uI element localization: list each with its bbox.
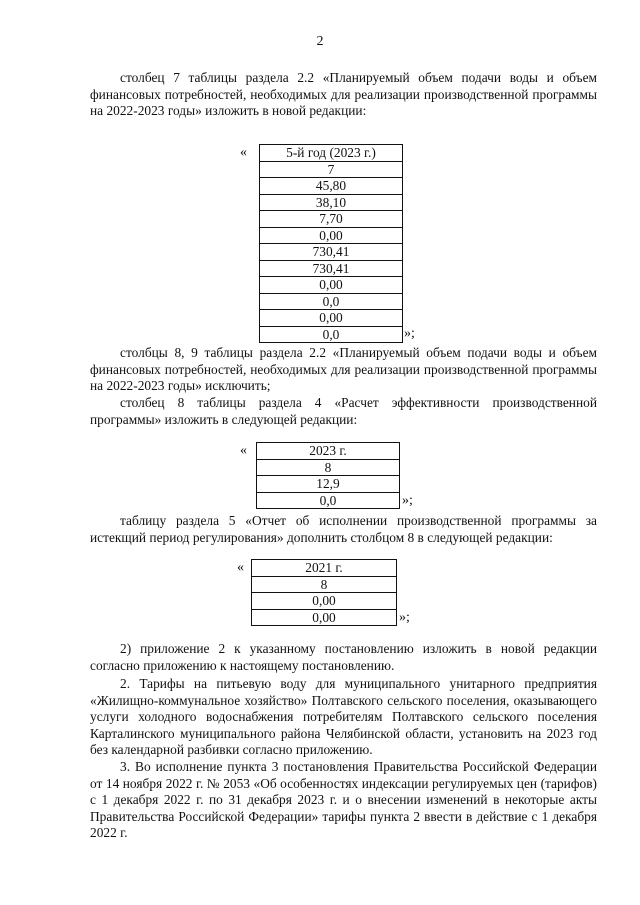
table1-value-cell: 730,41 (260, 260, 403, 277)
table2-value-cell: 8 (257, 459, 400, 476)
table3-value-cell-row (252, 609, 397, 626)
table3-header-cell-row (252, 560, 397, 577)
table3-value-cell-row (252, 576, 397, 593)
table2-value-cell-row (257, 476, 400, 493)
table1-close-quote: »; (404, 326, 415, 341)
paragraph-government-decree: 3. Во исполнение пункта 3 постановления Правительства Российской Федерации от 14 ноября 2022 г. № 2053 «Об особенностях индексации регулируемых цен (тарифов) с 1 декабря 2022 г. по 31 декабря 2023 г. и о внесении изменений в некоторые акты Правительства Российской Федерации» тарифы пункта 2 ввести в действие с 1 декабря 2022 г. (90, 759, 597, 840)
paragraph-appendix2: 2) приложение 2 к указанному постановлению изложить в новой редакции согласно приложению к настоящему постановлению. (90, 641, 597, 673)
table1-value-cell: 0,00 (260, 277, 403, 294)
table1-value-cell: 45,80 (260, 178, 403, 195)
table1-value-cell-row (260, 161, 403, 178)
table1-value-cell: 7,70 (260, 211, 403, 228)
table1-value-cell: 38,10 (260, 194, 403, 211)
table1-open-quote: « (240, 145, 247, 160)
paragraph-tariffs: 2. Тарифы на питьевую воду для муниципального унитарного предприятия «Жилищно-коммунальное хозяйство» Полтавского сельского поселения, оказывающего услуги холодного водоснабжения потребителям Полтавского сельского поселения Карталинского муниципального района Челябинской области, установить на 2023 год без календарной разбивки согласно приложению. (90, 676, 597, 757)
table1-value-cell: 0,0 (260, 326, 403, 343)
table1-value-cell-row (260, 260, 403, 277)
table2-value-cell: 0,0 (257, 492, 400, 509)
paragraph-columns8-9-exclude: столбцы 8, 9 таблицы раздела 2.2 «Планируемый объем подачи воды и объем финансовых потребностей, необходимых для реализации производственной программы на 2022-2023 годы» исключить; (90, 345, 597, 393)
table2-close-quote: »; (402, 493, 413, 508)
table2-value-cell-row (257, 459, 400, 476)
table3-value-cell: 8 (252, 576, 397, 593)
table1-value-cell-row (260, 277, 403, 294)
table3-value-cell: 0,00 (252, 593, 397, 610)
table1-value-cell-row (260, 227, 403, 244)
table1-value-cell-row (260, 178, 403, 195)
table1-value-cell: 0,0 (260, 293, 403, 310)
table2-header-cell: 2023 г. (257, 443, 400, 460)
table3-open-quote: « (237, 560, 244, 575)
page-number: 2 (316, 34, 324, 49)
table1-value-cell: 0,00 (260, 310, 403, 327)
paragraph-section5-table: таблицу раздела 5 «Отчет об исполнении производственной программы за истекщий период регулирования» дополнить столбцом 8 в следующей редакции: (90, 513, 597, 545)
paragraph-column8-section4: столбец 8 таблицы раздела 4 «Расчет эффективности производственной программы» изложить в следующей редакции: (90, 395, 597, 427)
table1-value-cell-row (260, 293, 403, 310)
table2-value-cell-row (257, 492, 400, 509)
table1-value-cell-row (260, 211, 403, 228)
table3 (251, 559, 397, 626)
table1-value-cell-row (260, 194, 403, 211)
paragraph-column7-edit: столбец 7 таблицы раздела 2.2 «Планируемый объем подачи воды и объем финансовых потребностей, необходимых для реализации производственной программы на 2022-2023 годы» изложить в новой редакции: (90, 70, 597, 118)
table3-close-quote: »; (399, 610, 410, 625)
table3-header-cell: 2021 г. (252, 560, 397, 577)
table1-value-cell-row (260, 326, 403, 343)
table1-value-cell-row (260, 310, 403, 327)
table1-value-cell-row (260, 244, 403, 261)
table2-open-quote: « (240, 443, 247, 458)
table1-header-cell-row (260, 145, 403, 162)
table1-value-cell: 0,00 (260, 227, 403, 244)
table1 (259, 144, 403, 343)
table3-value-cell: 0,00 (252, 609, 397, 626)
table1-header-cell: 5-й год (2023 г.) (260, 145, 403, 162)
table2-header-cell-row (257, 443, 400, 460)
table3-value-cell-row (252, 593, 397, 610)
table1-value-cell: 730,41 (260, 244, 403, 261)
table2 (256, 442, 400, 509)
table2-value-cell: 12,9 (257, 476, 400, 493)
table1-value-cell: 7 (260, 161, 403, 178)
